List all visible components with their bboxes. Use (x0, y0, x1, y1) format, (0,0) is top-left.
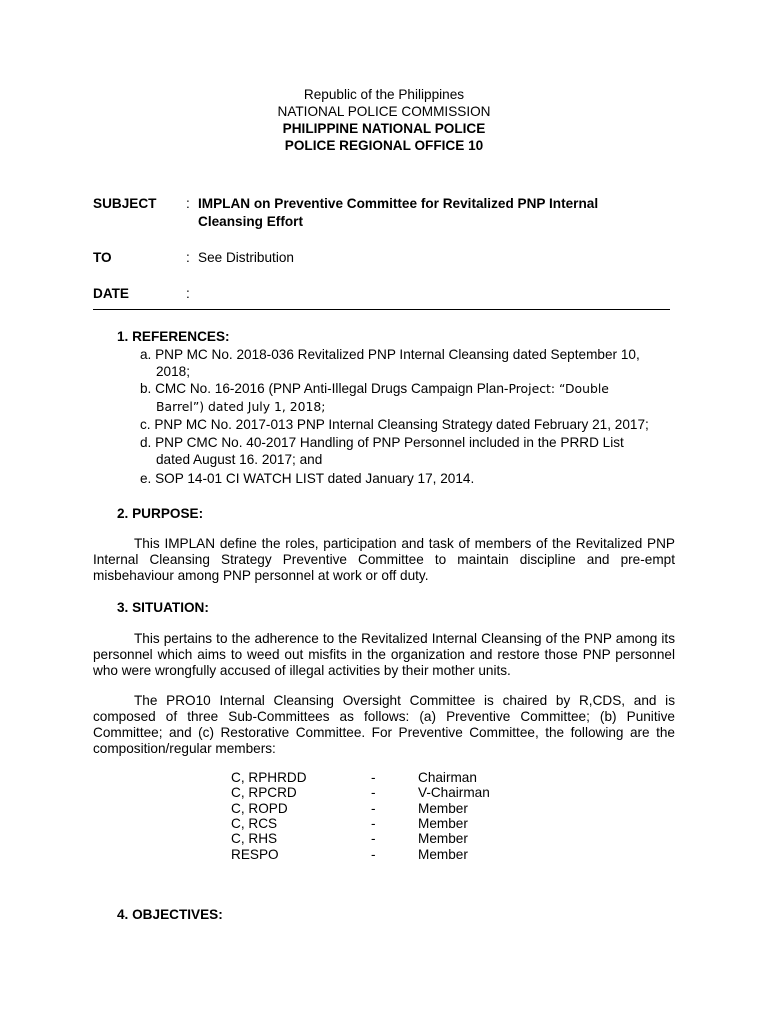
reference-a-line1: a. PNP MC No. 2018-036 Revitalized PNP Internal Cleansing dated September 10, (140, 347, 640, 362)
composition-row (0, 847, 768, 863)
header-pro10: POLICE REGIONAL OFFICE 10 (284, 138, 484, 153)
composition-row (0, 770, 768, 786)
purpose-heading: 2. PURPOSE: (117, 506, 204, 521)
reference-b-line1 (140, 381, 609, 397)
date-colon: : (186, 286, 190, 301)
composition-office: C, RPCRD (231, 785, 297, 800)
composition-office: C, ROPD (231, 801, 288, 816)
date-label: DATE (93, 286, 129, 301)
reference-d-line1: d. PNP CMC No. 40-2017 Handling of PNP Personnel included in the PRRD List (140, 435, 624, 450)
situation-paragraph-1: This pertains to the adherence to the Revitalized Internal Cleansing of the PNP among its personnel which aims to weed out misfits in the organization and restore those PNP personnel who were wrongfully accused of illegal activities by their mother units. (93, 631, 675, 678)
to-label: TO (93, 250, 112, 265)
composition-role: Member (418, 801, 468, 816)
composition-dash: - (371, 801, 376, 816)
subject-value-line2: Cleansing Effort (198, 214, 303, 229)
composition-role: Member (418, 847, 468, 862)
subject-colon: : (186, 196, 190, 211)
composition-dash: - (371, 831, 376, 846)
composition-role: V-Chairman (418, 785, 490, 800)
composition-office: C, RPHRDD (231, 770, 307, 785)
composition-role: Member (418, 816, 468, 831)
reference-b-main: b. CMC No. 16-2016 (PNP Anti-Illegal Drugs Campaign Plan- (140, 381, 509, 396)
subject-value-line1: IMPLAN on Preventive Committee for Revitalized PNP Internal (198, 196, 599, 211)
reference-b-line2: Barrel”) dated July 1, 2018; (156, 399, 326, 414)
composition-row (0, 785, 768, 801)
composition-role: Chairman (418, 770, 477, 785)
header-pnp: PHILIPPINE NATIONAL POLICE (282, 121, 486, 136)
composition-dash: - (371, 816, 376, 831)
references-heading: 1. REFERENCES: (117, 329, 230, 344)
composition-office: C, RHS (231, 831, 278, 846)
header-republic: Republic of the Philippines (303, 87, 465, 102)
subject-label: SUBJECT (93, 196, 157, 211)
to-value: See Distribution (198, 250, 294, 265)
objectives-heading: 4. OBJECTIVES: (117, 907, 223, 922)
composition-role: Member (418, 831, 468, 846)
composition-dash: - (371, 785, 376, 800)
composition-row (0, 816, 768, 832)
reference-c: c. PNP MC No. 2017-013 PNP Internal Cleansing Strategy dated February 21, 2017; (140, 417, 649, 432)
composition-dash: - (371, 847, 376, 862)
reference-e: e. SOP 14-01 CI WATCH LIST dated January 17, 2014. (140, 471, 475, 486)
purpose-text: This IMPLAN define the roles, participation and task of members of the Revitalized PNP Internal Cleansing Strategy Preventive Committee to maintain discipline and pre-empt misbehaviour among PNP personnel at work or off duty. (93, 536, 675, 583)
composition-row (0, 801, 768, 817)
reference-d-line2: dated August 16. 2017; and (156, 452, 323, 467)
composition-office: RESPO (231, 847, 279, 862)
to-colon: : (186, 250, 190, 265)
header-divider (93, 309, 670, 310)
composition-dash: - (371, 770, 376, 785)
situation-heading: 3. SITUATION: (117, 600, 209, 615)
header-napolcom: NATIONAL POLICE COMMISSION (277, 104, 491, 119)
reference-a-line2: 2018; (156, 364, 191, 379)
situation-paragraph-2: The PRO10 Internal Cleansing Oversight Committee is chaired by R,CDS, and is composed of three Sub-Committees as follows: (a) Preventive Committee; (b) Punitive Committee; and (c) Restorative Committee. For Preventive Committee, the following are the composition/regular members: (93, 693, 675, 756)
composition-row (0, 831, 768, 847)
reference-b-alt: Project: “Double (508, 381, 609, 396)
composition-office: C, RCS (231, 816, 278, 831)
